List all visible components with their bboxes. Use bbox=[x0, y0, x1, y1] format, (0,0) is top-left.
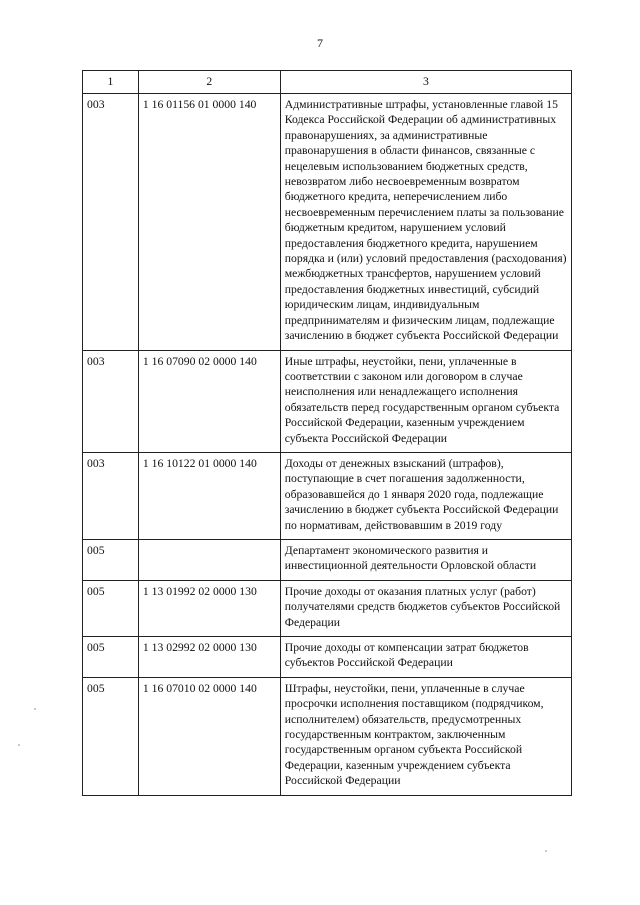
table-row bbox=[83, 350, 572, 452]
description-cell: Административные штрафы, установленные главой 15 Кодекса Российской Федерации об административных правонарушениях, за административные правонарушения в области финансов, связанные с нецелевым использованием бюджетных средств, невозвратом либо несвоевременным возвратом бюджетного кредита, неперечислением либо несвоевременным перечислением платы за пользование бюджетным кредитом, нарушением условий предоставления бюджетного кредита, нарушением порядка и (или) условий предоставления (расходования) межбюджетных трансфертов, нарушением условий предоставления бюджетных инвестиций, субсидий юридическим лицам, индивидуальным предпринимателям и физическим лицам, подлежащие зачислению в бюджет субъекта Российской Федерации bbox=[280, 94, 571, 351]
revenue-codes-table bbox=[82, 70, 572, 796]
description-cell: Прочие доходы от оказания платных услуг (работ) получателями средств бюджетов субъектов Российской Федерации bbox=[280, 580, 571, 636]
admin-code-cell: 005 bbox=[83, 677, 139, 795]
admin-code-cell: 005 bbox=[83, 637, 139, 678]
header-col-3: 3 bbox=[280, 71, 571, 94]
description-cell: Штрафы, неустойки, пени, уплаченные в случае просрочки исполнения поставщиком (подрядчиком, исполнителем) обязательств, предусмотренных государственным контрактом, заключенным государственным органом субъекта Российской Федерации, казенным учреждением субъекта Российской Федерации bbox=[280, 677, 571, 795]
description-cell: Иные штрафы, неустойки, пени, уплаченные в соответствии с законом или договором в случае неисполнения или ненадлежащего исполнения обязательств перед государственным органом субъекта Российской Федерации, казенным учреждением субъекта Российской Федерации bbox=[280, 350, 571, 452]
scan-speck bbox=[34, 708, 36, 710]
budget-code-cell: 1 16 01156 01 0000 140 bbox=[138, 94, 280, 351]
header-col-1: 1 bbox=[83, 71, 139, 94]
admin-code-cell: 003 bbox=[83, 452, 139, 539]
budget-code-cell: 1 16 10122 01 0000 140 bbox=[138, 452, 280, 539]
table-row bbox=[83, 677, 572, 795]
scan-speck bbox=[545, 850, 547, 852]
description-cell: Доходы от денежных взысканий (штрафов), поступающие в счет погашения задолженности, образовавшейся до 1 января 2020 года, подлежащие зачислению в бюджет субъекта Российской Федерации по нормативам, действовавшим в 2019 году bbox=[280, 452, 571, 539]
budget-code-cell bbox=[138, 539, 280, 580]
admin-code-cell: 005 bbox=[83, 539, 139, 580]
budget-code-cell: 1 16 07090 02 0000 140 bbox=[138, 350, 280, 452]
budget-code-cell: 1 13 02992 02 0000 130 bbox=[138, 637, 280, 678]
budget-code-cell: 1 13 01992 02 0000 130 bbox=[138, 580, 280, 636]
table-header-row bbox=[83, 71, 572, 94]
scan-speck bbox=[18, 744, 20, 746]
header-col-2: 2 bbox=[138, 71, 280, 94]
description-cell: Департамент экономического развития и инвестиционной деятельности Орловской области bbox=[280, 539, 571, 580]
table-row bbox=[83, 637, 572, 678]
table-row bbox=[83, 580, 572, 636]
page-number: 7 bbox=[317, 36, 323, 50]
table-row bbox=[83, 94, 572, 351]
admin-code-cell: 005 bbox=[83, 580, 139, 636]
budget-code-cell: 1 16 07010 02 0000 140 bbox=[138, 677, 280, 795]
description-cell: Прочие доходы от компенсации затрат бюджетов субъектов Российской Федерации bbox=[280, 637, 571, 678]
admin-code-cell: 003 bbox=[83, 350, 139, 452]
table-row bbox=[83, 452, 572, 539]
admin-code-cell: 003 bbox=[83, 94, 139, 351]
table-row bbox=[83, 539, 572, 580]
